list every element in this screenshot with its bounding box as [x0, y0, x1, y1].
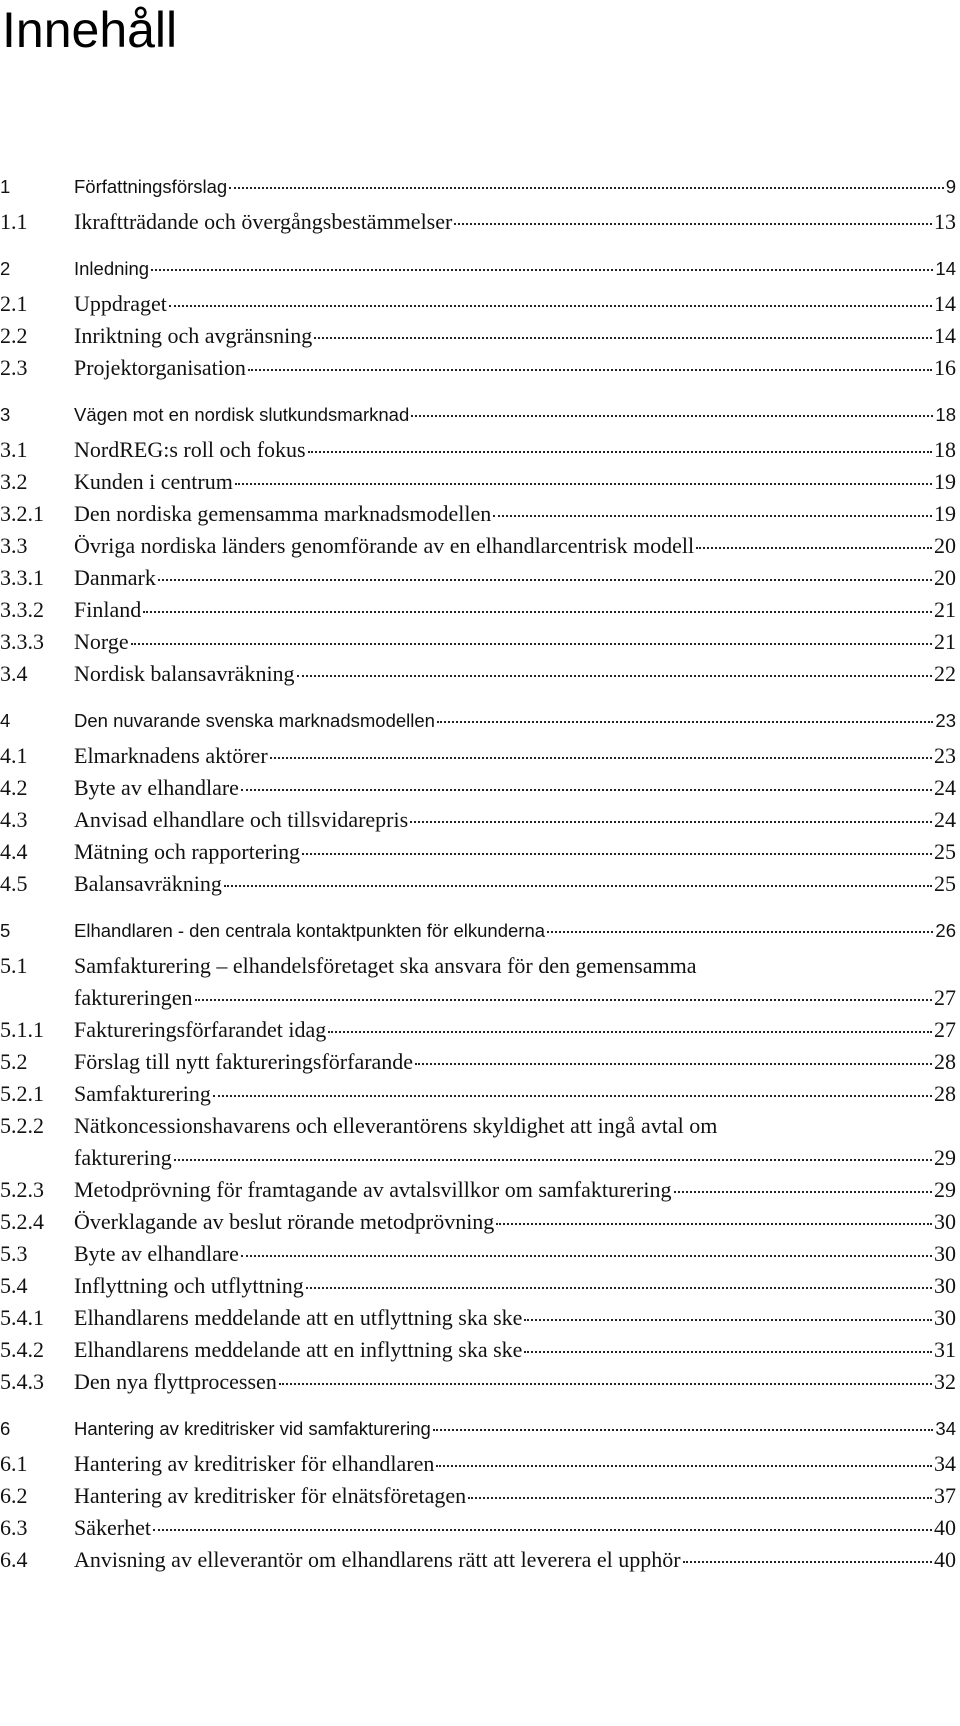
toc-entry-page: 23 — [934, 743, 956, 768]
dot-leader — [524, 1317, 932, 1321]
toc-entry-page: 29 — [934, 1177, 956, 1202]
dot-leader — [297, 673, 932, 677]
dot-leader — [158, 577, 932, 581]
toc-entry-number: 1.1 — [0, 209, 28, 234]
toc-entry-page: 30 — [934, 1241, 956, 1266]
toc-entry-page: 32 — [934, 1369, 956, 1394]
toc-entry-title: Författningsförslag — [74, 176, 228, 197]
dot-leader — [169, 303, 932, 307]
toc-entry-page: 24 — [934, 807, 956, 832]
toc-entry-page: 9 — [945, 176, 956, 197]
toc-entry-number: 4 — [0, 710, 11, 731]
toc-entry-page: 21 — [934, 629, 956, 654]
toc-entry-page: 24 — [934, 775, 956, 800]
toc-entry-number: 5.4.3 — [0, 1369, 44, 1394]
toc-entry-number: 3 — [0, 404, 11, 425]
toc-entry-number: 1 — [0, 176, 11, 197]
toc-entry-page: 37 — [934, 1483, 956, 1508]
toc-entry-number: 2.1 — [0, 291, 28, 316]
toc-entry-title: Nätkoncessionshavarens och elleverantörens skyldighet att ingå avtal om — [74, 1113, 718, 1138]
toc-entry-page: 23 — [935, 710, 956, 731]
toc-entry-title: fakturering — [74, 1145, 172, 1170]
toc-entry-page: 31 — [934, 1337, 956, 1362]
toc-entry-page: 30 — [934, 1273, 956, 1298]
toc-entry-title: Balansavräkning — [74, 871, 222, 896]
dot-leader — [143, 609, 932, 613]
toc-entry-number: 3.2.1 — [0, 501, 44, 526]
toc-entry-title: Inflyttning och utflyttning — [74, 1273, 304, 1298]
dot-leader — [314, 335, 932, 339]
toc-entry-title: Den nuvarande svenska marknadsmodellen — [74, 710, 435, 731]
dot-leader — [153, 1527, 932, 1531]
toc-entry-page: 14 — [934, 291, 956, 316]
toc-entry-number: 2.3 — [0, 355, 28, 380]
toc-entry-page: 34 — [934, 1451, 956, 1476]
toc-entry-title: Projektorganisation — [74, 355, 246, 380]
dot-leader — [328, 1029, 932, 1033]
dot-leader — [224, 883, 932, 887]
dot-leader — [433, 1427, 934, 1431]
toc-entry-title: Inriktning och avgränsning — [74, 323, 313, 348]
toc-entry-number: 3.3.1 — [0, 565, 44, 590]
dot-leader — [468, 1495, 932, 1499]
dot-leader — [493, 513, 932, 517]
toc-entry-title: Anvisad elhandlare och tillsvidarepris — [74, 807, 409, 832]
toc-entry-page: 19 — [934, 501, 956, 526]
toc-entry-title: Norge — [74, 629, 129, 654]
toc-entry-title: Anvisning av elleverantör om elhandlarens rätt att leverera el upphör — [74, 1547, 681, 1572]
toc-entry-page: 27 — [934, 985, 956, 1010]
toc-entry-page: 40 — [934, 1547, 956, 1572]
dot-leader — [279, 1381, 932, 1385]
dot-leader — [241, 1253, 932, 1257]
toc-entry-page: 26 — [935, 920, 956, 941]
dot-leader — [547, 929, 933, 933]
toc-entry-page: 19 — [934, 469, 956, 494]
toc-entry-title: Kunden i centrum — [74, 469, 233, 494]
dot-leader — [229, 185, 943, 189]
toc-entry-number: 3.3.2 — [0, 597, 44, 622]
toc-entry-page: 30 — [934, 1209, 956, 1234]
toc-entry-number: 2 — [0, 258, 11, 279]
toc-entry-title: Förslag till nytt faktureringsförfarande — [74, 1049, 414, 1074]
toc-entry-title: Hantering av kreditrisker för elnätsföretagen — [74, 1483, 467, 1508]
toc-entry-page: 28 — [934, 1049, 956, 1074]
toc-entry-number: 5.3 — [0, 1241, 28, 1266]
toc-entry-title: Säkerhet — [74, 1515, 151, 1540]
toc-entry-title: Den nya flyttprocessen — [74, 1369, 277, 1394]
toc-entry-number: 5.1 — [0, 953, 28, 978]
toc-entry-title: Finland — [74, 597, 142, 622]
dot-leader — [674, 1189, 933, 1193]
toc-entry-number: 5.4 — [0, 1273, 28, 1298]
dot-leader — [131, 641, 932, 645]
dot-leader — [436, 1463, 932, 1467]
toc-entry-title: Danmark — [74, 565, 156, 590]
toc-entry-title: Samfakturering — [74, 1081, 211, 1106]
toc-entry-number: 4.2 — [0, 775, 28, 800]
dot-leader — [415, 1061, 932, 1065]
toc-entry-title: Nordisk balansavräkning — [74, 661, 295, 686]
toc-entry-title: Hantering av kreditrisker vid samfakturering — [74, 1418, 431, 1439]
toc-entry-page: 27 — [934, 1017, 956, 1042]
toc-entry-page: 20 — [934, 565, 956, 590]
toc-entry-number: 5.2.3 — [0, 1177, 44, 1202]
toc-entry-page: 21 — [934, 597, 956, 622]
toc-entry-number: 5.2.2 — [0, 1113, 44, 1138]
toc-entry-title: Elhandlarens meddelande att en inflyttning ska ske — [74, 1337, 523, 1362]
toc-entry-number: 6 — [0, 1418, 11, 1439]
toc-entry-title: Elhandlarens meddelande att en utflyttning ska ske — [74, 1305, 523, 1330]
toc-entry-number: 3.3 — [0, 533, 28, 558]
toc-entry-page: 22 — [934, 661, 956, 686]
dot-leader — [308, 449, 932, 453]
toc-entry-page: 16 — [934, 355, 956, 380]
toc-entry-number: 3.4 — [0, 661, 28, 686]
toc-entry-number: 5.2.1 — [0, 1081, 44, 1106]
dot-leader — [454, 221, 932, 225]
toc-entry-page: 25 — [934, 839, 956, 864]
toc-entry-page: 13 — [934, 209, 956, 234]
toc-entry-page: 30 — [934, 1305, 956, 1330]
dot-leader — [302, 851, 932, 855]
toc-entry-page: 40 — [934, 1515, 956, 1540]
toc-entry-title: Överklagande av beslut rörande metodprövning — [74, 1209, 495, 1234]
dot-leader — [213, 1093, 932, 1097]
dot-leader — [696, 545, 932, 549]
toc-entry-title: Byte av elhandlare — [74, 1241, 239, 1266]
toc-entry-number: 6.4 — [0, 1547, 28, 1572]
dot-leader — [235, 481, 932, 485]
dot-leader — [248, 367, 932, 371]
toc-entry-number: 3.1 — [0, 437, 28, 462]
toc-entry-number: 4.1 — [0, 743, 28, 768]
toc-entry-title: Samfakturering – elhandelsföretaget ska ansvara för den gemensamma — [74, 953, 697, 978]
toc-entry-number: 3.2 — [0, 469, 28, 494]
toc-entry-number: 5.2 — [0, 1049, 28, 1074]
toc-entry-number: 5.1.1 — [0, 1017, 44, 1042]
dot-leader — [195, 997, 933, 1001]
page-title: Innehåll — [2, 2, 178, 58]
toc-entry-number: 4.4 — [0, 839, 28, 864]
toc-entry-title: Vägen mot en nordisk slutkundsmarknad — [74, 404, 410, 425]
dot-leader — [411, 413, 933, 417]
dot-leader — [270, 755, 932, 759]
toc-entry-title: Mätning och rapportering — [74, 839, 301, 864]
dot-leader — [437, 719, 933, 723]
toc-entry-title: Elhandlaren - den centrala kontaktpunkten för elkunderna — [74, 920, 546, 941]
toc-entry-number: 3.3.3 — [0, 629, 44, 654]
toc-entry-number: 2.2 — [0, 323, 28, 348]
toc-entry-title: Hantering av kreditrisker för elhandlaren — [74, 1451, 435, 1476]
toc-entry-title: Byte av elhandlare — [74, 775, 239, 800]
toc-entry-number: 6.3 — [0, 1515, 28, 1540]
toc-entry-title: Faktureringsförfarandet idag — [74, 1017, 327, 1042]
toc-entry-title: NordREG:s roll och fokus — [74, 437, 306, 462]
dot-leader — [683, 1559, 932, 1563]
dot-leader — [174, 1157, 932, 1161]
toc-entry-number: 6.1 — [0, 1451, 28, 1476]
toc-entry-number: 4.3 — [0, 807, 28, 832]
toc-entry-number: 5 — [0, 920, 11, 941]
toc-entry-number: 5.4.1 — [0, 1305, 44, 1330]
dot-leader — [241, 787, 932, 791]
toc-entry-title: Övriga nordiska länders genomförande av en elhandlarcentrisk modell — [74, 533, 695, 558]
toc-entry-number: 5.4.2 — [0, 1337, 44, 1362]
dot-leader — [151, 267, 933, 271]
toc-entry-page: 34 — [935, 1418, 956, 1439]
toc-entry-page: 29 — [934, 1145, 956, 1170]
toc-entry-number: 6.2 — [0, 1483, 28, 1508]
dot-leader — [306, 1285, 932, 1289]
toc-entry-page: 20 — [934, 533, 956, 558]
toc-entry-title: Elmarknadens aktörer — [74, 743, 268, 768]
dot-leader — [524, 1349, 932, 1353]
toc-entry-title: faktureringen — [74, 985, 193, 1010]
toc-entry-number: 5.2.4 — [0, 1209, 44, 1234]
dot-leader — [410, 819, 932, 823]
toc-entry-title: Ikraftträdande och övergångsbestämmelser — [74, 209, 453, 234]
toc-entry-title: Uppdraget — [74, 291, 167, 316]
toc-entry-page: 14 — [934, 323, 956, 348]
toc-entry-page: 28 — [934, 1081, 956, 1106]
toc-entry-page: 25 — [934, 871, 956, 896]
toc-entry-title: Metodprövning för framtagande av avtalsvillkor om samfakturering — [74, 1177, 672, 1202]
toc-entry-page: 18 — [934, 437, 956, 462]
toc-entry-page: 14 — [935, 258, 956, 279]
toc-entry-title: Inledning — [74, 258, 150, 279]
toc-entry-title: Den nordiska gemensamma marknadsmodellen — [74, 501, 492, 526]
toc-entry-number: 4.5 — [0, 871, 28, 896]
toc-entry-page: 18 — [935, 404, 956, 425]
dot-leader — [496, 1221, 932, 1225]
